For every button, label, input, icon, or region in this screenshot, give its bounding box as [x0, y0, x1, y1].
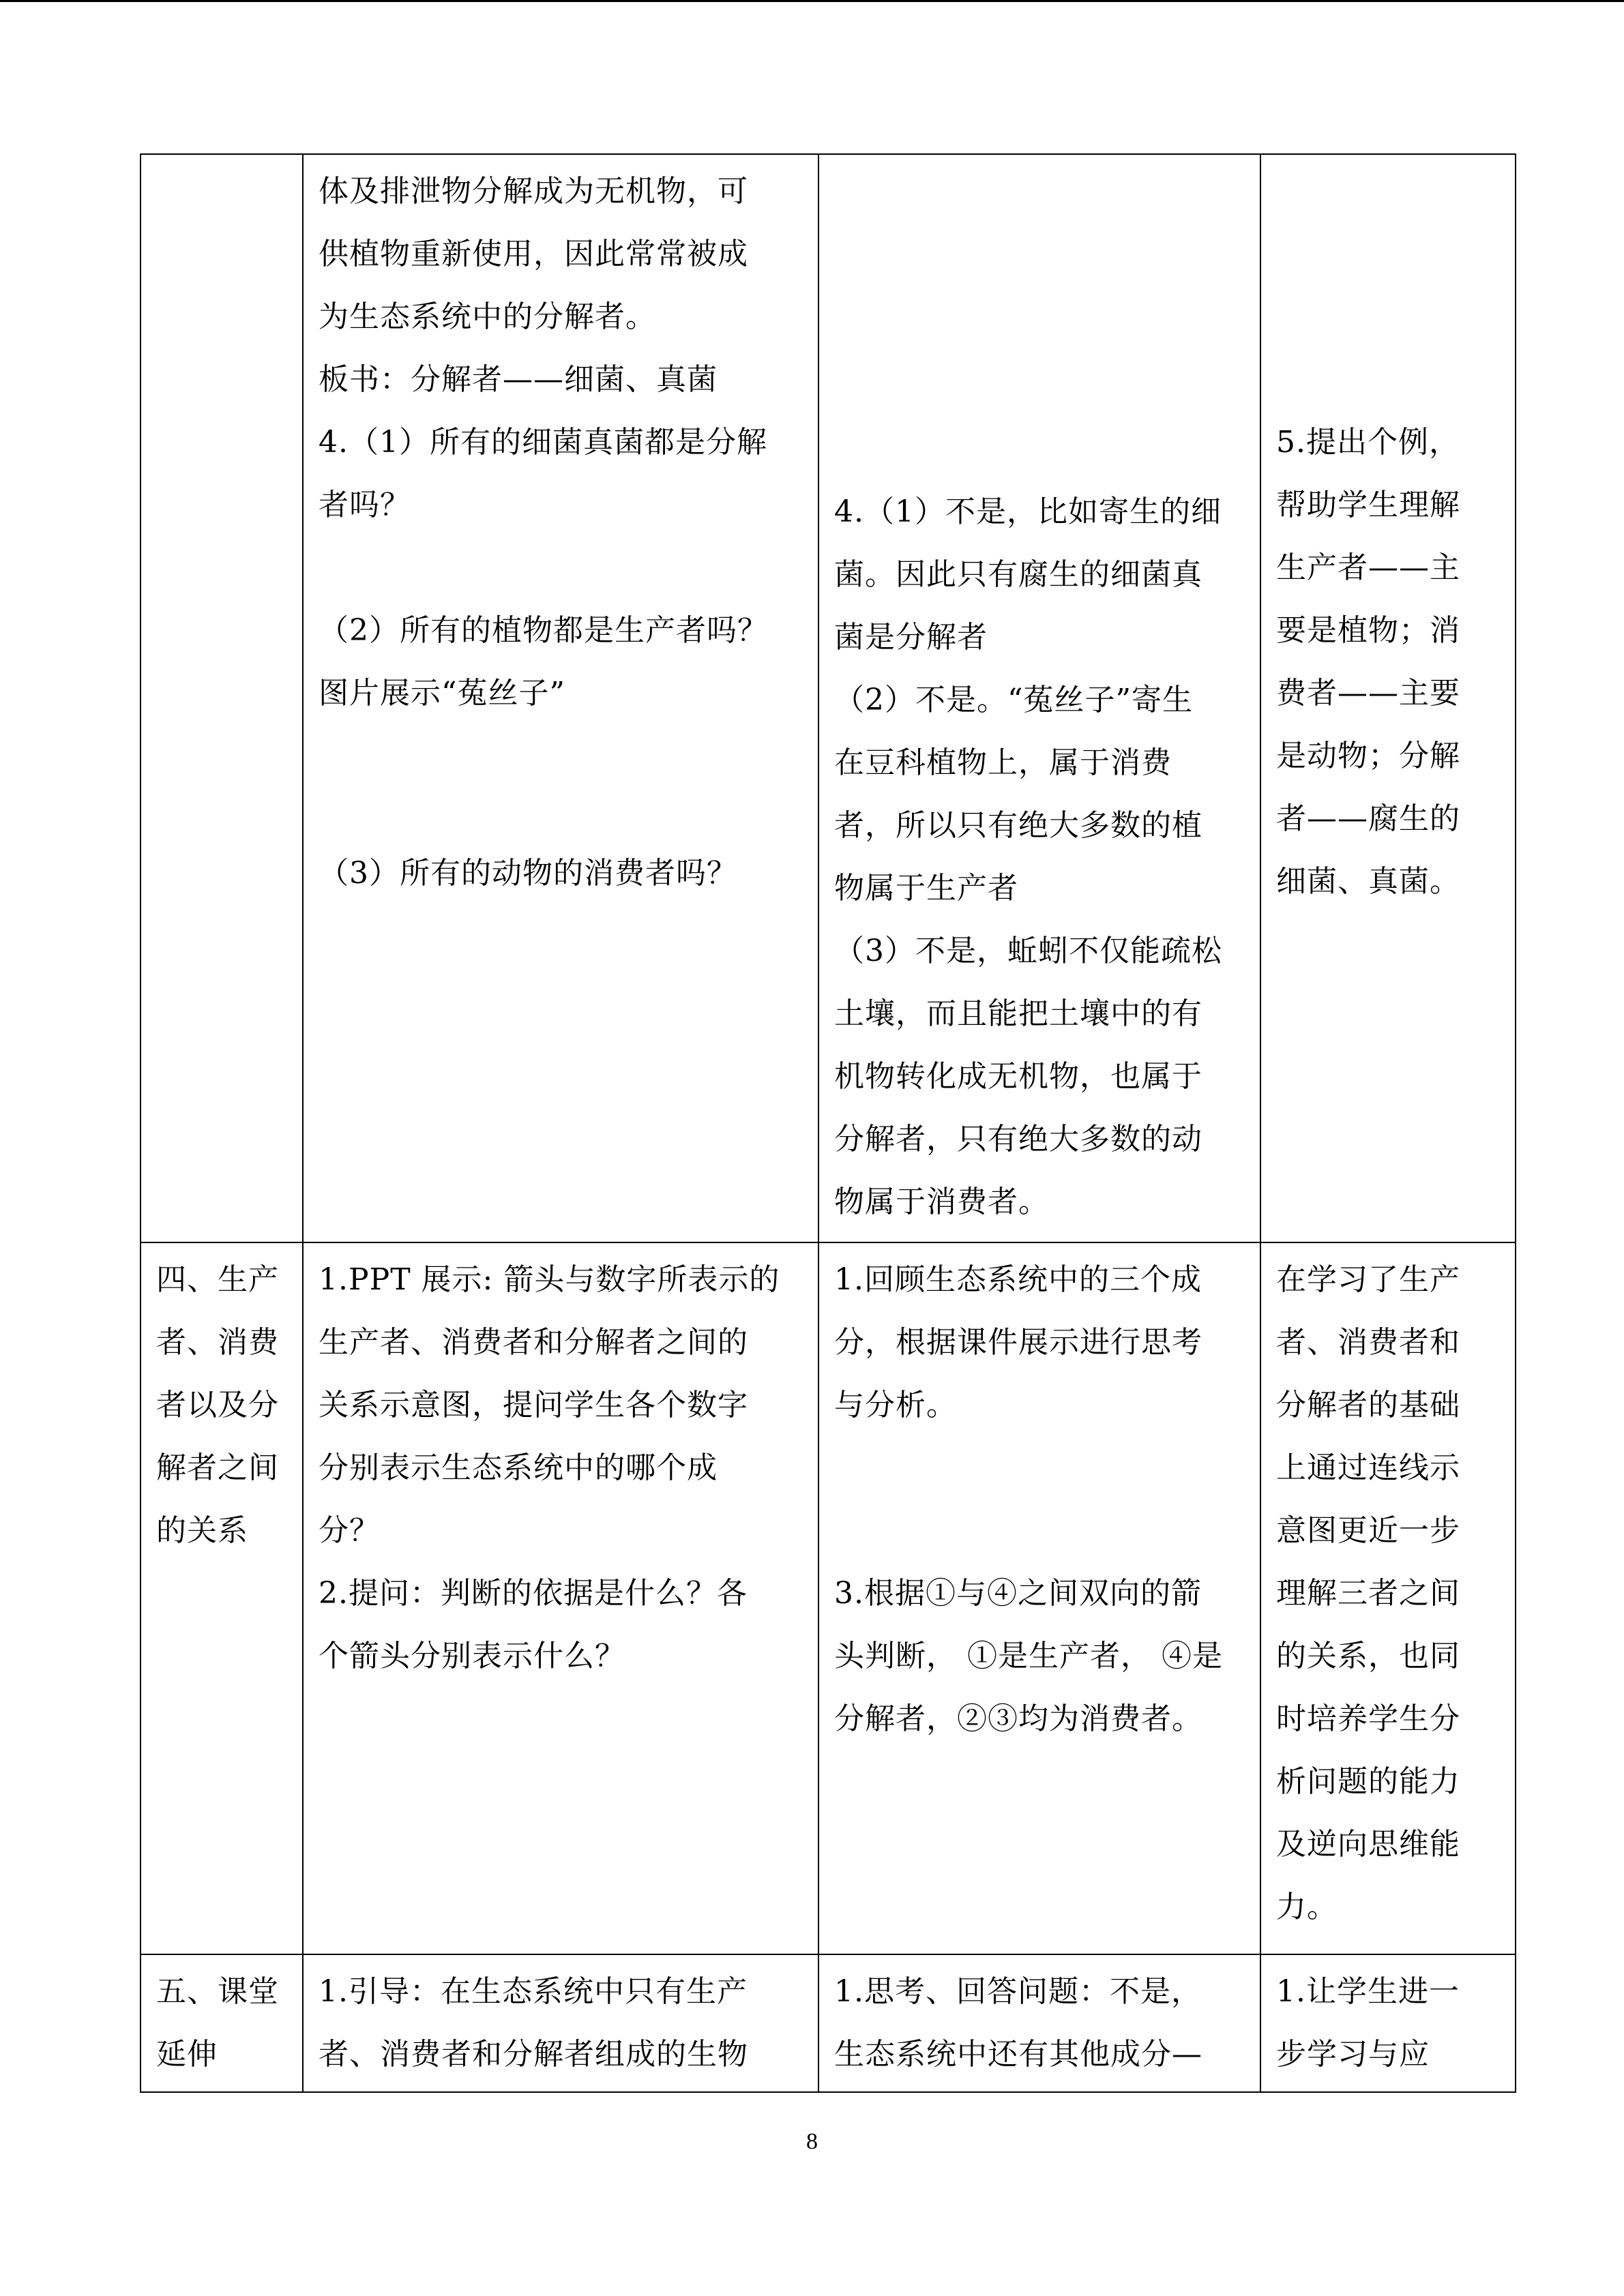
- text-line: （3）所有的动物的消费者吗？: [319, 856, 737, 891]
- text-line: 5.提出个例，: [1276, 425, 1460, 460]
- text-line: 个箭头分别表示什么？: [319, 1639, 625, 1673]
- text-line: 关系示意图，提问学生各个数字: [319, 1388, 748, 1422]
- text-line: 者，所以只有绝大多数的植: [834, 808, 1202, 843]
- text-line: 上通过连线示: [1276, 1450, 1460, 1485]
- text-line: （3）不是，蚯蚓不仅能疏松: [834, 934, 1222, 968]
- text-line: 理解三者之间: [1276, 1576, 1460, 1611]
- text-line: 分别表示生态系统中的哪个成: [319, 1450, 718, 1485]
- text-line: 图片展示“菟丝子”: [319, 676, 565, 711]
- page-top-rule: [0, 0, 1624, 2]
- text-line: 头判断， ①是生产者， ④是: [834, 1639, 1223, 1673]
- text-line: 的关系，也同: [1276, 1639, 1460, 1673]
- text-line: 分解者的基础: [1276, 1388, 1460, 1422]
- text-line: 分，根据课件展示进行思考: [834, 1325, 1202, 1360]
- stage-cell: [141, 154, 303, 1242]
- stage-title-line: 解者之间: [156, 1450, 279, 1485]
- text-line: 物属于消费者。: [834, 1184, 1049, 1219]
- text-line: 是动物；分解: [1276, 739, 1460, 773]
- stage-title-line: 者、消费: [156, 1325, 279, 1360]
- lesson-plan-table: [140, 153, 1516, 2093]
- text-line: 及逆向思维能: [1276, 1827, 1460, 1862]
- text-line: 菌。因此只有腐生的细菌真: [834, 557, 1202, 592]
- text-line: 4.（1）所有的细菌真菌都是分解: [319, 425, 767, 460]
- text-line: 细菌、真菌。: [1276, 864, 1460, 899]
- text-line: 时培养学生分: [1276, 1701, 1460, 1736]
- table-row: [141, 1954, 1516, 2092]
- text-line: 体及排泄物分解成为无机物，可: [319, 174, 748, 209]
- text-line: 1.回顾生态系统中的三个成: [834, 1262, 1202, 1297]
- teacher-activity-cell: [303, 1954, 818, 2092]
- page-number: 8: [806, 2129, 818, 2154]
- teacher-activity-cell: [303, 1242, 818, 1954]
- student-activity-cell: [818, 1242, 1260, 1954]
- text-line: 意图更近一步: [1276, 1513, 1460, 1548]
- stage-title-line: 者以及分: [156, 1388, 279, 1422]
- text-line: 供植物重新使用，因此常常被成: [319, 237, 748, 271]
- text-line: 菌是分解者: [834, 620, 988, 655]
- student-activity-cell: [818, 1954, 1260, 2092]
- text-line: 1.让学生进一: [1276, 1974, 1460, 2009]
- text-line: 土壤，而且能把土壤中的有: [834, 996, 1202, 1031]
- text-line: 为生态系统中的分解者。: [319, 299, 656, 334]
- text-line: 在豆科植物上，属于消费: [834, 745, 1172, 780]
- table-row: [141, 1242, 1516, 1954]
- text-line: （2）所有的植物都是生产者吗？: [319, 613, 768, 648]
- text-line: 4.（1）不是，比如寄生的细: [834, 494, 1222, 529]
- text-line: 帮助学生理解: [1276, 488, 1460, 522]
- text-line: 生产者——主: [1276, 550, 1460, 585]
- teacher-activity-cell: [303, 154, 818, 1242]
- text-line: 者、消费者和: [1276, 1325, 1460, 1360]
- text-line: 析问题的能力: [1276, 1764, 1460, 1799]
- text-line: 费者——主要: [1276, 676, 1460, 711]
- design-intent-cell: [1260, 154, 1516, 1242]
- stage-title-line: 延伸: [156, 2037, 218, 2072]
- design-intent-cell: [1260, 1242, 1516, 1954]
- stage-title-line: 的关系: [156, 1513, 248, 1548]
- text-line: 者、消费者和分解者组成的生物: [319, 2037, 748, 2072]
- stage-cell: [141, 1242, 303, 1954]
- table-row: [141, 154, 1516, 1242]
- text-line: 要是植物；消: [1276, 613, 1460, 648]
- text-line: 力。: [1276, 1890, 1338, 1924]
- text-line: 者吗？: [319, 488, 411, 522]
- text-line: 机物转化成无机物，也属于: [834, 1059, 1202, 1094]
- text-line: 者——腐生的: [1276, 801, 1460, 836]
- text-line: 分？: [319, 1513, 380, 1548]
- text-line: 步学习与应: [1276, 2037, 1430, 2072]
- text-line: 板书：分解者——细菌、真菌: [319, 362, 718, 397]
- student-activity-cell: [818, 154, 1260, 1242]
- stage-title-line: 四、生产: [156, 1262, 279, 1297]
- text-line: 1.PPT 展示: 箭头与数字所表示的: [319, 1262, 780, 1297]
- text-line: 2.提问：判断的依据是什么？各: [319, 1576, 748, 1611]
- text-line: 1.思考、回答问题：不是，: [834, 1974, 1202, 2009]
- text-line: 生态系统中还有其他成分—: [834, 2037, 1202, 2072]
- stage-title-line: 五、课堂: [156, 1974, 279, 2009]
- text-line: （2）不是。“菟丝子”寄生: [834, 683, 1193, 717]
- text-line: 物属于生产者: [834, 871, 1018, 906]
- design-intent-cell: [1260, 1954, 1516, 2092]
- text-line: 分解者，②③均为消费者。: [834, 1701, 1202, 1736]
- stage-cell: [141, 1954, 303, 2092]
- text-line: 生产者、消费者和分解者之间的: [319, 1325, 748, 1360]
- text-line: 与分析。: [834, 1388, 957, 1422]
- text-line: 3.根据①与④之间双向的箭: [834, 1576, 1202, 1611]
- text-line: 分解者，只有绝大多数的动: [834, 1122, 1202, 1157]
- text-line: 1.引导：在生态系统中只有生产: [319, 1974, 748, 2009]
- text-line: 在学习了生产: [1276, 1262, 1460, 1297]
